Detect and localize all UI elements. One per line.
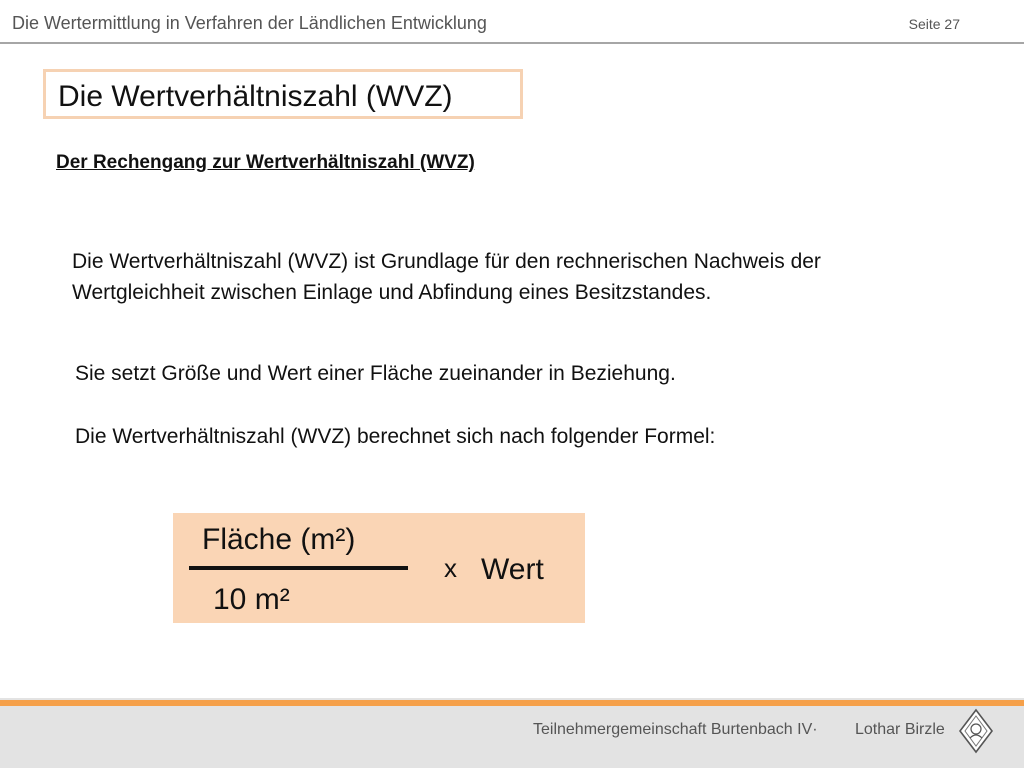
formula-box bbox=[173, 513, 585, 623]
header-divider bbox=[0, 42, 1024, 44]
section-subheading: Der Rechengang zur Wertverhältniszahl (WVZ) bbox=[56, 152, 475, 173]
footer-organization: Teilnehmergemeinschaft Burtenbach IV· bbox=[533, 721, 818, 738]
slide-title: Die Wertverhältniszahl (WVZ) bbox=[58, 80, 453, 113]
diamond-emblem-icon bbox=[958, 708, 994, 754]
footer-accent-stripe bbox=[0, 700, 1024, 706]
paragraph-relation: Sie setzt Größe und Wert einer Fläche zueinander in Beziehung. bbox=[75, 362, 676, 385]
formula-denominator: 10 m² bbox=[213, 583, 290, 616]
fraction-bar bbox=[189, 566, 408, 570]
paragraph-definition: Die Wertverhältniszahl (WVZ) ist Grundlage für den rechnerischen Nachweis der Wertgleichheit zwischen Einlage und Abfindung eines Besitzstandes. bbox=[72, 250, 821, 304]
footer-author: Lothar Birzle bbox=[855, 721, 945, 738]
header-title: Die Wertermittlung in Verfahren der Ländlichen Entwicklung bbox=[12, 13, 487, 33]
formula-operator: x bbox=[444, 553, 457, 583]
slide-title-box bbox=[43, 69, 523, 119]
page-number: Seite 27 bbox=[908, 16, 960, 32]
paragraph-formula-intro: Die Wertverhältniszahl (WVZ) berechnet sich nach folgender Formel: bbox=[75, 425, 716, 448]
formula-numerator: Fläche (m²) bbox=[202, 523, 356, 556]
formula-factor: Wert bbox=[481, 553, 544, 586]
